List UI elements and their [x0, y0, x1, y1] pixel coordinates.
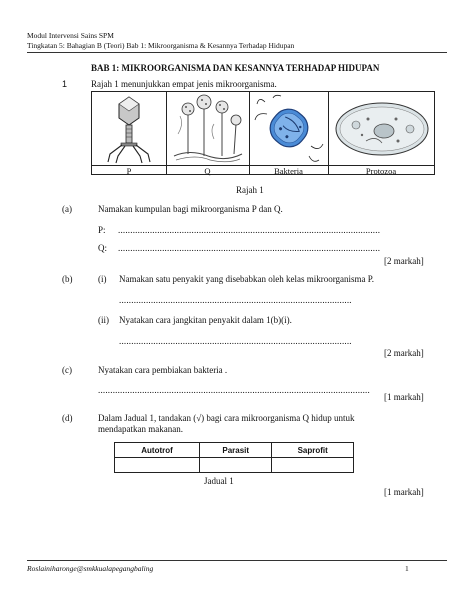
part-c-text: Nyatakan cara pembiakan bakteria .: [98, 365, 228, 375]
table-caption: Jadual 1: [204, 476, 234, 486]
part-d-text-line2: mendapatkan makanan.: [98, 424, 183, 434]
figure-label-p: P: [126, 166, 132, 176]
part-a-q-label: Q:: [98, 243, 107, 253]
part-b-label: (b): [62, 274, 73, 284]
page-number: 1: [405, 564, 409, 573]
part-a-marks: [2 markah]: [384, 256, 424, 266]
part-a-p-label: P:: [98, 225, 106, 235]
part-c-label: (c): [62, 365, 72, 375]
figure-table: [91, 91, 435, 175]
question-intro: Rajah 1 menunjukkan empat jenis mikroorganisma.: [91, 79, 277, 89]
table-header-saprofit: Saprofit: [272, 443, 354, 458]
figure-caption: Rajah 1: [236, 185, 264, 195]
table-header-parasit: Parasit: [200, 443, 272, 458]
part-b-ii-answer-line[interactable]: ...............................................................................................: [119, 336, 352, 346]
part-b-i-label: (i): [98, 274, 107, 284]
header-divider: [27, 52, 447, 53]
answer-cell-autotrof[interactable]: [115, 458, 200, 473]
header-subtitle: Tingkatan 5: Bahagian B (Teori) Bab 1: Mikroorganisma & Kesannya Terhadap Hidupan: [27, 41, 295, 50]
part-b-i-answer-line[interactable]: ...............................................................................................: [119, 295, 352, 305]
part-b-ii-label: (ii): [98, 315, 109, 325]
jadual-1-table: [114, 442, 354, 473]
part-b-marks: [2 markah]: [384, 348, 424, 358]
part-a-text: Namakan kumpulan bagi mikroorganisma P dan Q.: [98, 204, 283, 214]
fungus-illustration: [170, 94, 246, 164]
protozoa-illustration: [332, 95, 432, 163]
bacterium-illustration: [253, 94, 325, 164]
part-b-i-text: Namakan satu penyakit yang disebabkan oleh kelas mikroorganisma P.: [119, 274, 375, 284]
part-b-ii-text: Nyatakan cara jangkitan penyakit dalam 1(b)(i).: [119, 315, 292, 325]
bacteriophage-illustration: [96, 94, 162, 164]
table-header-autotrof: Autotrof: [115, 443, 200, 458]
part-d-label: (d): [62, 413, 73, 423]
figure-label-q: Q: [204, 166, 211, 176]
footer-divider: [27, 560, 447, 561]
answer-cell-saprofit[interactable]: [272, 458, 354, 473]
figure-label-bakteria: Bakteria: [274, 166, 303, 176]
part-c-marks: [1 markah]: [384, 392, 424, 402]
header-module-title: Modul Intervensi Sains SPM: [27, 31, 114, 40]
part-d-text-line1: Dalam Jadual 1, tandakan (√) bagi cara mikroorganisma Q hidup untuk: [98, 413, 355, 423]
part-a-q-answer-line[interactable]: ...........................................................................................................: [118, 243, 381, 253]
part-d-marks: [1 markah]: [384, 487, 424, 497]
part-a-label: (a): [62, 204, 72, 214]
footer-email: Roslainiharonge@smkkualapegangbaling: [27, 564, 154, 573]
part-a-p-answer-line[interactable]: ...........................................................................................................: [118, 225, 381, 235]
chapter-title: BAB 1: MIKROORGANISMA DAN KESANNYA TERHADAP HIDUPAN: [91, 63, 380, 73]
answer-cell-parasit[interactable]: [200, 458, 272, 473]
figure-label-protozoa: Protozoa: [365, 166, 397, 176]
part-c-answer-line[interactable]: ...............................................................................................................: [98, 385, 370, 395]
question-number: 1: [62, 79, 68, 89]
